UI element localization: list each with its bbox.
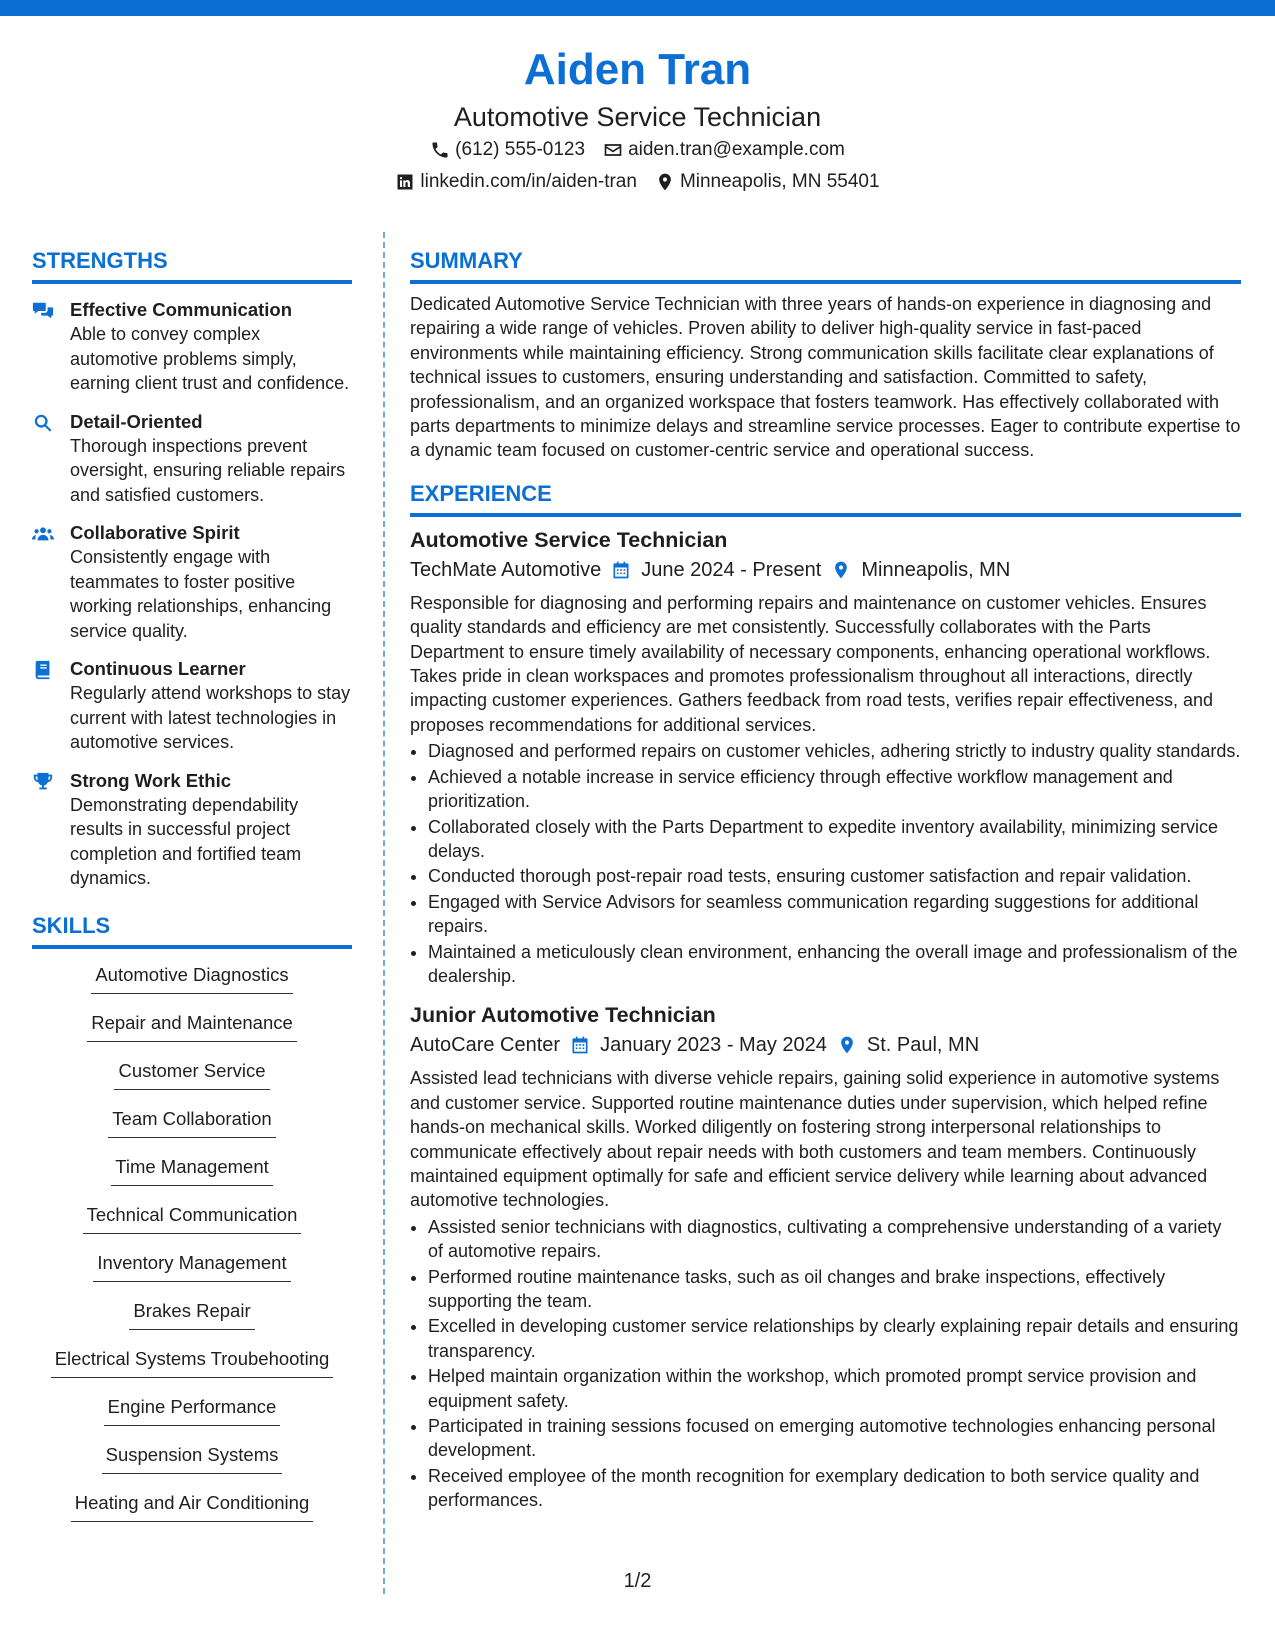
- job-location: Minneapolis, MN: [861, 558, 1011, 581]
- strength-name: Continuous Learner: [70, 658, 246, 679]
- strength-name: Detail-Oriented: [70, 410, 203, 432]
- skill-tag: Heating and Air Conditioning: [71, 1489, 314, 1522]
- skill-tag: Team Collaboration: [108, 1105, 275, 1138]
- linkedin-icon: [395, 172, 415, 192]
- calendar-icon: [611, 560, 631, 580]
- list-item: • Participated in training sessions focused on emerging automotive technologies enhancing personal development.: [428, 1414, 1241, 1463]
- strength-name: Effective Communication: [70, 299, 293, 320]
- book-icon: [32, 659, 54, 681]
- email-text: aiden.tran@example.com: [628, 139, 845, 160]
- map-pin-icon: [831, 560, 851, 580]
- strength-item: [32, 769, 352, 891]
- strength-item: [32, 410, 352, 508]
- job-entry: [410, 525, 1241, 989]
- list-item: • Assisted senior technicians with diagnostics, cultivating a comprehensive understanding of a variety of automotive repairs.: [428, 1215, 1241, 1264]
- experience-heading: EXPERIENCE: [410, 479, 1241, 517]
- candidate-name: Aiden Tran: [523, 45, 752, 94]
- strengths-heading: STRENGTHS: [32, 246, 352, 284]
- list-item: • Engaged with Service Advisors for seamless communication regarding suggestions for additional repairs.: [428, 890, 1241, 939]
- candidate-title: Automotive Service Technician: [453, 102, 822, 132]
- skills-heading: SKILLS: [32, 911, 352, 949]
- job-bullets: [410, 1215, 1241, 1513]
- list-item: • Conducted thorough post-repair road tests, ensuring customer satisfaction and repair validation.: [428, 864, 1241, 888]
- skill-tag: Customer Service: [114, 1057, 269, 1090]
- linkedin-text: linkedin.com/in/aiden-tran: [420, 171, 637, 192]
- skill-tag: Technical Communication: [83, 1201, 302, 1234]
- phone-text: (612) 555-0123: [455, 139, 586, 160]
- strength-item: [32, 521, 352, 643]
- contact-row-2: [0, 166, 1275, 198]
- right-column: [410, 246, 1241, 1514]
- map-pin-icon: [655, 172, 675, 192]
- list-item: • Maintained a meticulously clean environment, enhancing the overall image and professionalism of the dealership.: [428, 940, 1241, 989]
- contact-phone: [430, 134, 585, 166]
- contact-email[interactable]: [603, 134, 845, 166]
- left-column: [32, 246, 352, 1537]
- strength-desc: Able to convey complex automotive problems simply, earning client trust and confidence.: [70, 324, 350, 393]
- strength-name: Strong Work Ethic: [70, 769, 232, 791]
- contact-row-1: [0, 134, 1275, 166]
- envelope-icon: [603, 140, 623, 160]
- list-item: • Helped maintain organization within the workshop, which promoted prompt service provision and equipment safety.: [428, 1364, 1241, 1413]
- job-meta: [410, 1030, 1241, 1060]
- summary-heading: SUMMARY: [410, 246, 1241, 284]
- job-meta: [410, 555, 1241, 585]
- list-item: • Collaborated closely with the Parts Department to expedite inventory availability, minimizing service delays.: [428, 815, 1241, 864]
- skill-tag: Engine Performance: [104, 1393, 281, 1426]
- strength-name: Collaborative Spirit: [70, 522, 240, 543]
- list-item: • Received employee of the month recognition for exemplary dedication to both service quality and performances.: [428, 1464, 1241, 1513]
- contact-linkedin[interactable]: [395, 166, 637, 198]
- trophy-icon: [32, 771, 54, 793]
- job-title: Junior Automotive Technician: [410, 1003, 716, 1028]
- job-bullets: [410, 739, 1241, 988]
- strength-item: [32, 657, 352, 755]
- search-icon: [32, 412, 54, 434]
- skill-tag: Brakes Repair: [129, 1297, 254, 1330]
- strength-desc: Regularly attend workshops to stay current with latest technologies in automotive services.: [70, 683, 351, 752]
- skill-tag: Repair and Maintenance: [87, 1009, 297, 1042]
- skill-tag: Electrical Systems Troubehooting: [51, 1345, 334, 1378]
- map-pin-icon: [837, 1035, 857, 1055]
- list-item: • Performed routine maintenance tasks, such as oil changes and brake inspections, effectively supporting the team.: [428, 1265, 1241, 1314]
- job-dates: June 2024 - Present: [641, 558, 822, 581]
- list-item: • Achieved a notable increase in service efficiency through effective workflow management and prioritization.: [428, 765, 1241, 814]
- job-company: TechMate Automotive: [410, 558, 602, 581]
- contact-location: [655, 166, 880, 198]
- location-text: Minneapolis, MN 55401: [679, 171, 880, 192]
- strength-item: [32, 298, 352, 396]
- strength-desc: Thorough inspections prevent oversight, ensuring reliable repairs and satisfied customers.: [70, 435, 346, 505]
- skill-tag: Suspension Systems: [102, 1441, 283, 1474]
- resume-header: [0, 40, 1275, 198]
- top-accent-bar: [0, 0, 1275, 16]
- job-dates: January 2023 - May 2024: [600, 1034, 827, 1057]
- summary-text: Dedicated Automotive Service Technician with three years of hands-on experience in diagnosing and repairing a wide range of vehicles. Proven ability to deliver high-quality service in fast-paced environments while maintaining efficiency. Strong communication skills facilitate clear explanations of technical issues to customers, ensuring understanding and satisfaction. Committed to safety, professionalism, and an organized workspace that fosters teamwork. Has effectively collaborated with parts departments to minimize delays and streamline service processes. Eager to contribute expertise to a dynamic team focused on customer-centric service and operational success.: [410, 294, 1241, 461]
- job-company: AutoCare Center: [410, 1034, 561, 1057]
- page-number: 1/2: [623, 1570, 652, 1592]
- phone-icon: [430, 140, 450, 160]
- strength-desc: Demonstrating dependability results in successful project completion and fortified team dynamics.: [70, 794, 302, 888]
- skill-tag: Automotive Diagnostics: [91, 961, 292, 994]
- list-item: • Diagnosed and performed repairs on customer vehicles, adhering strictly to industry quality standards.: [428, 739, 1241, 763]
- calendar-icon: [570, 1035, 590, 1055]
- skills-list: [32, 961, 352, 1537]
- job-description: Assisted lead technicians with diverse vehicle repairs, gaining solid experience in automotive systems and customer service. Supported routine maintenance duties under supervision, which helped refine hands-on mechanical skills. Worked diligently on fostering strong interpersonal relationships to communicate effectively about repair needs with both customers and team members. Continuously maintained equipment optimally for safe and efficient service delivery while learning about advanced automotive technologies.: [410, 1068, 1220, 1211]
- job-title: Automotive Service Technician: [410, 527, 728, 552]
- job-location: St. Paul, MN: [866, 1034, 980, 1057]
- job-entry: [410, 1000, 1241, 1512]
- list-item: • Excelled in developing customer service relationships by clearly explaining repair details and ensuring transparency.: [428, 1314, 1241, 1363]
- comments-icon: [32, 300, 54, 322]
- column-divider: [383, 232, 385, 1594]
- skill-tag: Time Management: [111, 1153, 273, 1186]
- users-icon: [32, 523, 54, 545]
- job-description: Responsible for diagnosing and performing repairs and maintenance on customer vehicles. Ensures quality standards and efficiency are met consistently. Successfully collaborates with the Parts Department to ensure timely availability of necessary components, enhancing operational workflows. Takes pride in clean workspaces and promotes professionalism throughout all interactions, directly impacting customer experiences. Gathers feedback from road tests, verifies repair effectiveness, and proposes recommendations for additional services.: [410, 592, 1214, 735]
- strength-desc: Consistently engage with teammates to foster positive working relationships, enhancing service quality.: [70, 547, 332, 641]
- skill-tag: Inventory Management: [93, 1249, 290, 1282]
